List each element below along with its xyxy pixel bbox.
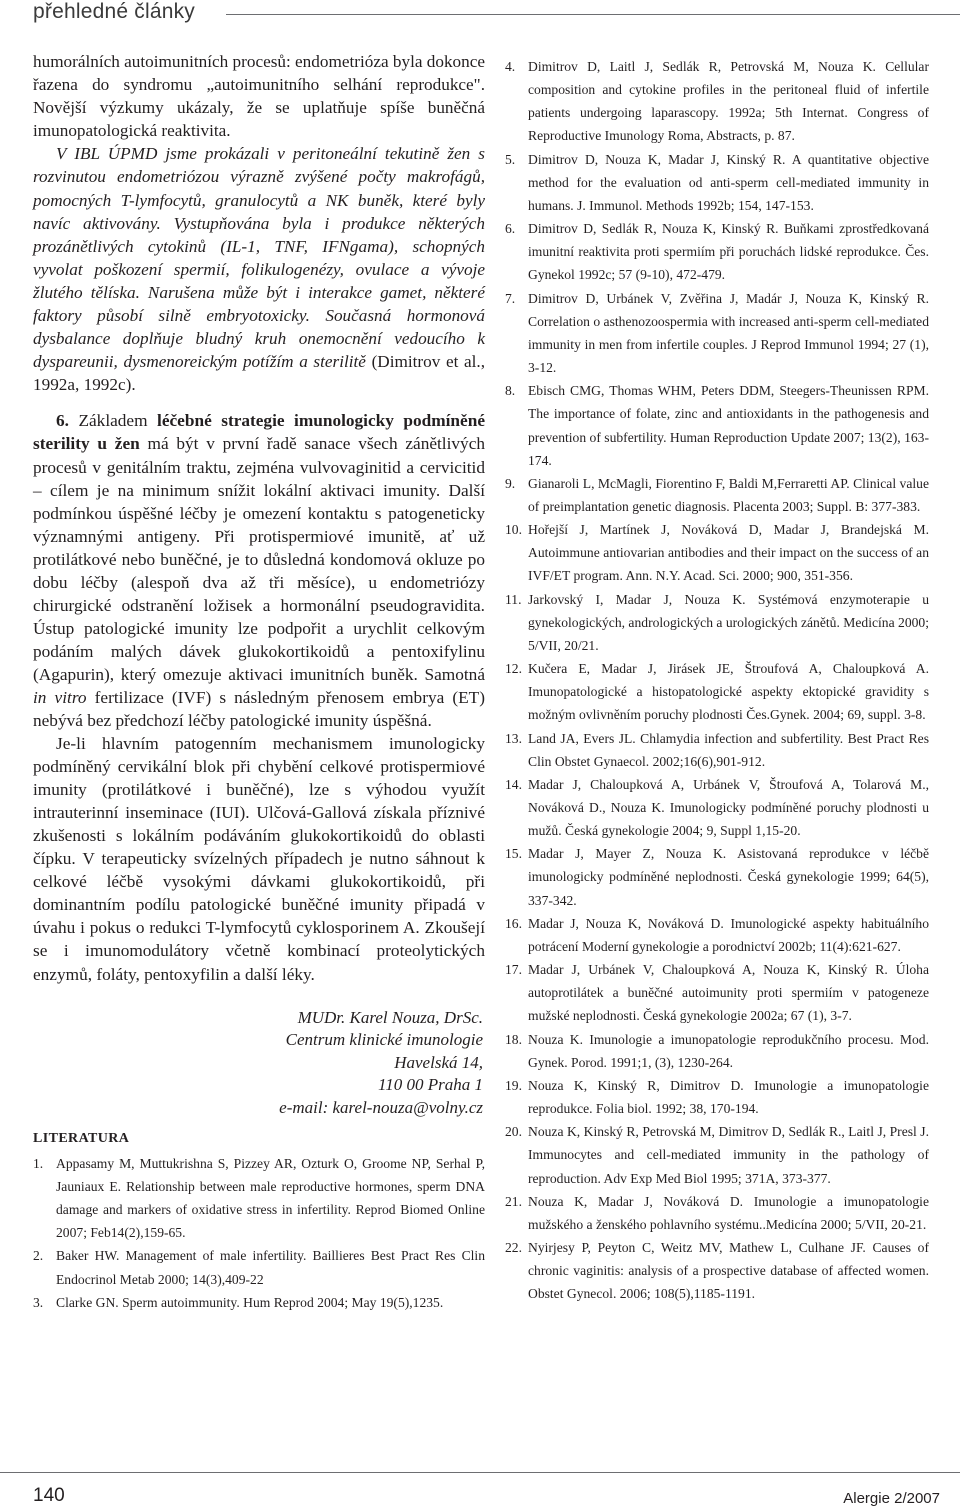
- reference-text: Nouza K, Kinský R, Dimitrov D. Imunologie a imunopatologie reprodukce. Folia biol. 1992; 38, 170-194.: [528, 1077, 929, 1117]
- reference-number: 14.: [505, 776, 522, 792]
- reference-text: Dimitrov D, Laitl J, Sedlák R, Petrovská M, Nouza K. Cellular composition and cytokine profiles in the peritoneal fluid of infertile patients undergoing laparascopy. 1992a; 5th Internat. Congress of Reproductive Imunology Roma, Abstracts, p. 87.: [528, 59, 929, 144]
- reference-item: [505, 912, 929, 958]
- reference-number: 21.: [505, 1193, 522, 1209]
- reference-item: [505, 472, 929, 518]
- author-street: Havelská 14,: [394, 1052, 483, 1072]
- left-column: [33, 50, 485, 1314]
- section-6-text-3: fertilizace (IVF) s následným přenosem embrya (ET) nebývá bez předchozí léčby patologické imunity úspěšná.: [33, 687, 485, 731]
- reference-item: [505, 588, 929, 657]
- reference-item: [505, 1028, 929, 1074]
- reference-item: [505, 1190, 929, 1236]
- reference-number: 2.: [33, 1248, 44, 1264]
- reference-item: [505, 518, 929, 587]
- reference-number: 19.: [505, 1077, 522, 1093]
- reference-item: [505, 379, 929, 472]
- reference-item: [505, 842, 929, 911]
- reference-item: [33, 1152, 485, 1244]
- reference-item: [505, 287, 929, 380]
- journal-name: Alergie 2/2007: [843, 1490, 940, 1507]
- reference-number: 6.: [505, 221, 516, 237]
- reference-number: 18.: [505, 1031, 522, 1047]
- section-title: přehledné články: [33, 0, 195, 23]
- reference-number: 13.: [505, 730, 522, 746]
- reference-number: 10.: [505, 522, 522, 538]
- reference-text: Madar J, Urbánek V, Chaloupková A, Nouza K, Kinský R. Úloha autoprotilátek a buněčné autoimunity proti spermiím v patogeneze mužské neplodnosti. Česká gynekologie 2002a; 67 (1), 3-7.: [528, 962, 929, 1024]
- reference-text: Madar J, Mayer Z, Nouza K. Asistovaná reprodukce v léčbě imunologicky podmíněné neplodnosti. Česká gynekologie 1999; 64(5), 337-342.: [528, 846, 929, 908]
- author-institution: Centrum klinické imunologie: [285, 1030, 483, 1050]
- reference-text: Clarke GN. Sperm autoimmunity. Hum Reprod 2004; May 19(5),1235.: [56, 1294, 444, 1310]
- reference-number: 17.: [505, 962, 522, 978]
- reference-number: 20.: [505, 1124, 522, 1140]
- reference-number: 9.: [505, 475, 516, 491]
- reference-text: Ebisch CMG, Thomas WHM, Peters DDM, Steegers-Theunissen RPM. The importance of folate, zinc and antioxidants in the pathogenesis and prevention of subfertility. Human Reproduction Update 2007; 13(2), 163-174.: [528, 383, 929, 468]
- paragraph-ibl-citation: (Dimitrov et al., 1992a, 1992c).: [33, 352, 485, 395]
- header-rule: [226, 14, 960, 15]
- reference-item: [505, 727, 929, 773]
- page-number: 140: [33, 1485, 65, 1506]
- section-6-text-1: Základem: [68, 411, 158, 431]
- page-header: [0, 0, 960, 30]
- reference-number: 4.: [505, 59, 516, 74]
- reference-text: Jarkovský I, Madar J, Nouza K. Systémová enzymoterapie u gynekologických, andrologických a urologických zánětů. Medicína 2000; 5/VII, 20/21.: [528, 591, 929, 653]
- reference-item: [33, 1291, 485, 1314]
- paragraph-iui: Je-li hlavním patogenním mechanismem imunologicky podmíněný cervikální blok při chybění celkové protispermiové imunity (protilátkové i buněčné), lze s výhodou využít intrauterinní inseminace (IUI). Ulčová-Gallová získala příznivé zkušenosti s lokálním podáváním glukokortikoidů do oblasti čípku. V terapeuticky svízelných případech je nutno sáhnout k celkové léčbě vysokými dávkami glukokortikoidů, při dominantním podílu patologické buněčné imunity připadá v úvahu i pokus o redukci T-lymfocytů cyklosporinem A. Zkoušejí se i imunomodulátory včetně kombinací proteolytických enzymů, foláty, pentoxyfilin a další léky.: [33, 734, 485, 984]
- reference-text: Nouza K. Imunologie a imunopatologie reprodukčního procesu. Mod. Gynek. Porod. 1991;1, (3), 1230-264.: [528, 1031, 929, 1070]
- reference-number: 3.: [33, 1294, 44, 1310]
- reference-item: [505, 773, 929, 842]
- author-city: 110 00 Praha 1: [378, 1075, 483, 1095]
- paragraph-ibl: [33, 142, 485, 396]
- paragraph-ibl-italic: V IBL ÚPMD jsme prokázali v peritoneální tekutině žen s rozvinutou endometriózou výrazně zvýšené počty makrofágů, pomocných T-lymfocytů, granulocytů a NK buněk, které byly navíc aktivovány. Vystupňována byla i produkce některých prozánětlivých cytokinů (IL-1, TNF, IFNgama), schopných vyvolat poškození spermií, folikulogenézy, ovulace a vývoje žlutého tělíska. Narušena může být i interakce gamet, některé faktory působí silně embryotoxicky. Současná hormonová dysbalance doplňuje bludný kruh onemocnění vedoucího k dyspareunii, dysmenoreickým potížím a sterilitě: [33, 144, 485, 372]
- reference-list-left: [33, 1152, 485, 1314]
- reference-text: Dimitrov D, Sedlák R, Nouza K, Kinský R. Buňkami zprostředkovaná imunitní reaktivita proti spermiím při poruchách lidské reprodukce. Čes. Gynekol 1992c; 57 (9-10), 472-479.: [528, 221, 929, 283]
- reference-number: 5.: [505, 151, 516, 167]
- reference-text: Kučera E, Madar J, Jirásek JE, Štroufová A, Chaloupková A. Imunopatologické a histopatologické aspekty ektopické gravidity s možným ovlivněním poruchy plodnosti Čes.Gynek. 2004; 69, suppl. 3-8.: [528, 661, 929, 723]
- reference-number: 15.: [505, 846, 522, 862]
- section-6-bold: léčebné strategie imunologicky podmíněné sterility u žen: [33, 411, 485, 454]
- author-email: e-mail: karel-nouza@volny.cz: [279, 1097, 483, 1117]
- reference-number: 12.: [505, 661, 522, 677]
- reference-text: Nouza K, Madar J, Nováková D. Imunologie a imunopatologie mužského a ženského pohlavního systému..Medicína 2000; 5/VII, 20-21.: [528, 1193, 929, 1232]
- reference-item: [505, 1074, 929, 1120]
- reference-item: [505, 55, 929, 148]
- reference-text: Land JA, Evers JL. Chlamydia infection and subfertility. Best Pract Res Clin Obstet Gynaecol. 2002;16(6),901-912.: [528, 730, 929, 769]
- reference-text: Baker HW. Management of male infertility. Baillieres Best Pract Res Clin Endocrinol Metab 2000; 14(3),409-22: [56, 1248, 485, 1287]
- reference-number: 22.: [505, 1239, 522, 1255]
- reference-text: Appasamy M, Muttukrishna S, Pizzey AR, Ozturk O, Groome NP, Serhal P, Jauniaux E. Relationship between male reproductive hormones, sperm DNA damage and markers of oxidative stress in infertility. Reprod Biomed Online 2007; Feb14(2),159-65.: [56, 1156, 485, 1241]
- reference-number: 8.: [505, 383, 516, 399]
- section-6-italic: in vitro: [33, 687, 87, 707]
- reference-text: Nouza K, Kinský R, Petrovská M, Dimitrov D, Sedlák R., Laitl J, Presl J. Immunocytes and cell-mediated immunity in the pathology of reproduction. Adv Exp Med Biol 1995; 371A, 373-377.: [528, 1124, 929, 1186]
- section-6-paragraph: [33, 409, 485, 732]
- reference-item: [505, 657, 929, 726]
- reference-number: 16.: [505, 915, 522, 931]
- reference-item: [505, 1120, 929, 1189]
- reference-text: Dimitrov D, Nouza K, Madar J, Kinský R. A quantitative objective method for the evaluation od anti-sperm cell-mediated immunity in humans. J. Immunol. Methods 1992b; 154, 147-153.: [528, 151, 929, 213]
- reference-number: 7.: [505, 290, 516, 306]
- section-6-text-2: má být v první řadě sanace všech zánětlivých procesů v genitálním traktu, zejména vulvovaginitid a cervicitid – cílem je na minimum snížit lokální aktivaci imunity. Další podmínkou úspěšné léčby je omezení kontaktu s patogeneticky významnými antigeny. Při protispermiové imunitě, ať už protilátkové nebo buněčné, je to důsledná kondomová okluze po dobu léčby (alespoň dva až tři měsíce), u endometriózy chirurgické odstranění ložisek a hormonální pseudogravidita. Ústup patologické imunity lze podpořit a urychlit celkovým podáním malých dávek glukokortikoidů a pentoxifylinu (Agapurin), který omezuje aktivaci imunitních buněk. Samotná: [33, 434, 485, 684]
- reference-list-right: [505, 55, 929, 1305]
- reference-text: Gianaroli L, McMagli, Fiorentino F, Baldi M,Ferraretti AP. Clinical value of preimplantation genetic diagnosis. Placenta 2003; Suppl. B: 377-383.: [528, 475, 929, 514]
- reference-text: Dimitrov D, Urbánek V, Zvěřina J, Madár J, Nouza K, Kinský R. Correlation o asthenozoospermia with increased anti-sperm cell-mediated immunity in men from infertile couples. J Reprod Immunol 1994; 27 (1), 3-12.: [528, 290, 929, 376]
- reference-item: [505, 148, 929, 217]
- reference-item: [505, 958, 929, 1027]
- section-6-number: 6.: [56, 411, 69, 431]
- reference-number: 1.: [33, 1156, 44, 1172]
- reference-item: [33, 1244, 485, 1290]
- author-name: MUDr. Karel Nouza, DrSc.: [297, 1007, 483, 1027]
- author-signature: [33, 1007, 485, 1120]
- reference-text: Hořejší J, Martínek J, Nováková D, Madar J, Brandejská M. Autoimmune antiovarian antibodies and their impact on the success of an IVF/ET program. Ann. N.Y. Acad. Sci. 2000; 900, 351-356.: [528, 522, 929, 584]
- footer-rule: [0, 1472, 960, 1473]
- reference-number: 11.: [505, 591, 522, 607]
- reference-item: [505, 217, 929, 286]
- reference-text: Madar J, Chaloupková A, Urbánek V, Štroufová A, Tolarová M., Nováková D., Nouza K. Imunologicky podmíněné poruchy plodnosti u mužů. Česká gynekologie 2004; 9, Suppl 1,15-20.: [528, 776, 929, 839]
- paragraph-intro: humorálních autoimunitních procesů: endometrióza byla dokonce řazena do syndromu „autoimunitního selhání reprodukce". Novější výzkumy ukázaly, že se uplatňuje spíše buněčná imunopatologická reaktivita.: [33, 52, 485, 141]
- reference-text: Nyirjesy P, Peyton C, Weitz MV, Mathew L, Culhane JF. Causes of chronic vaginitis: analysis of a prospective database of affected women. Obstet Gynecol. 2006; 108(5),1185-1191.: [528, 1239, 929, 1302]
- literature-heading: LITERATURA: [33, 1131, 130, 1147]
- reference-item: [505, 1236, 929, 1305]
- reference-text: Madar J, Nouza K, Nováková D. Imunologické aspekty habituálního potrácení Moderní gynekologie a porodnictví 2002b; 11(4):621-627.: [528, 915, 929, 954]
